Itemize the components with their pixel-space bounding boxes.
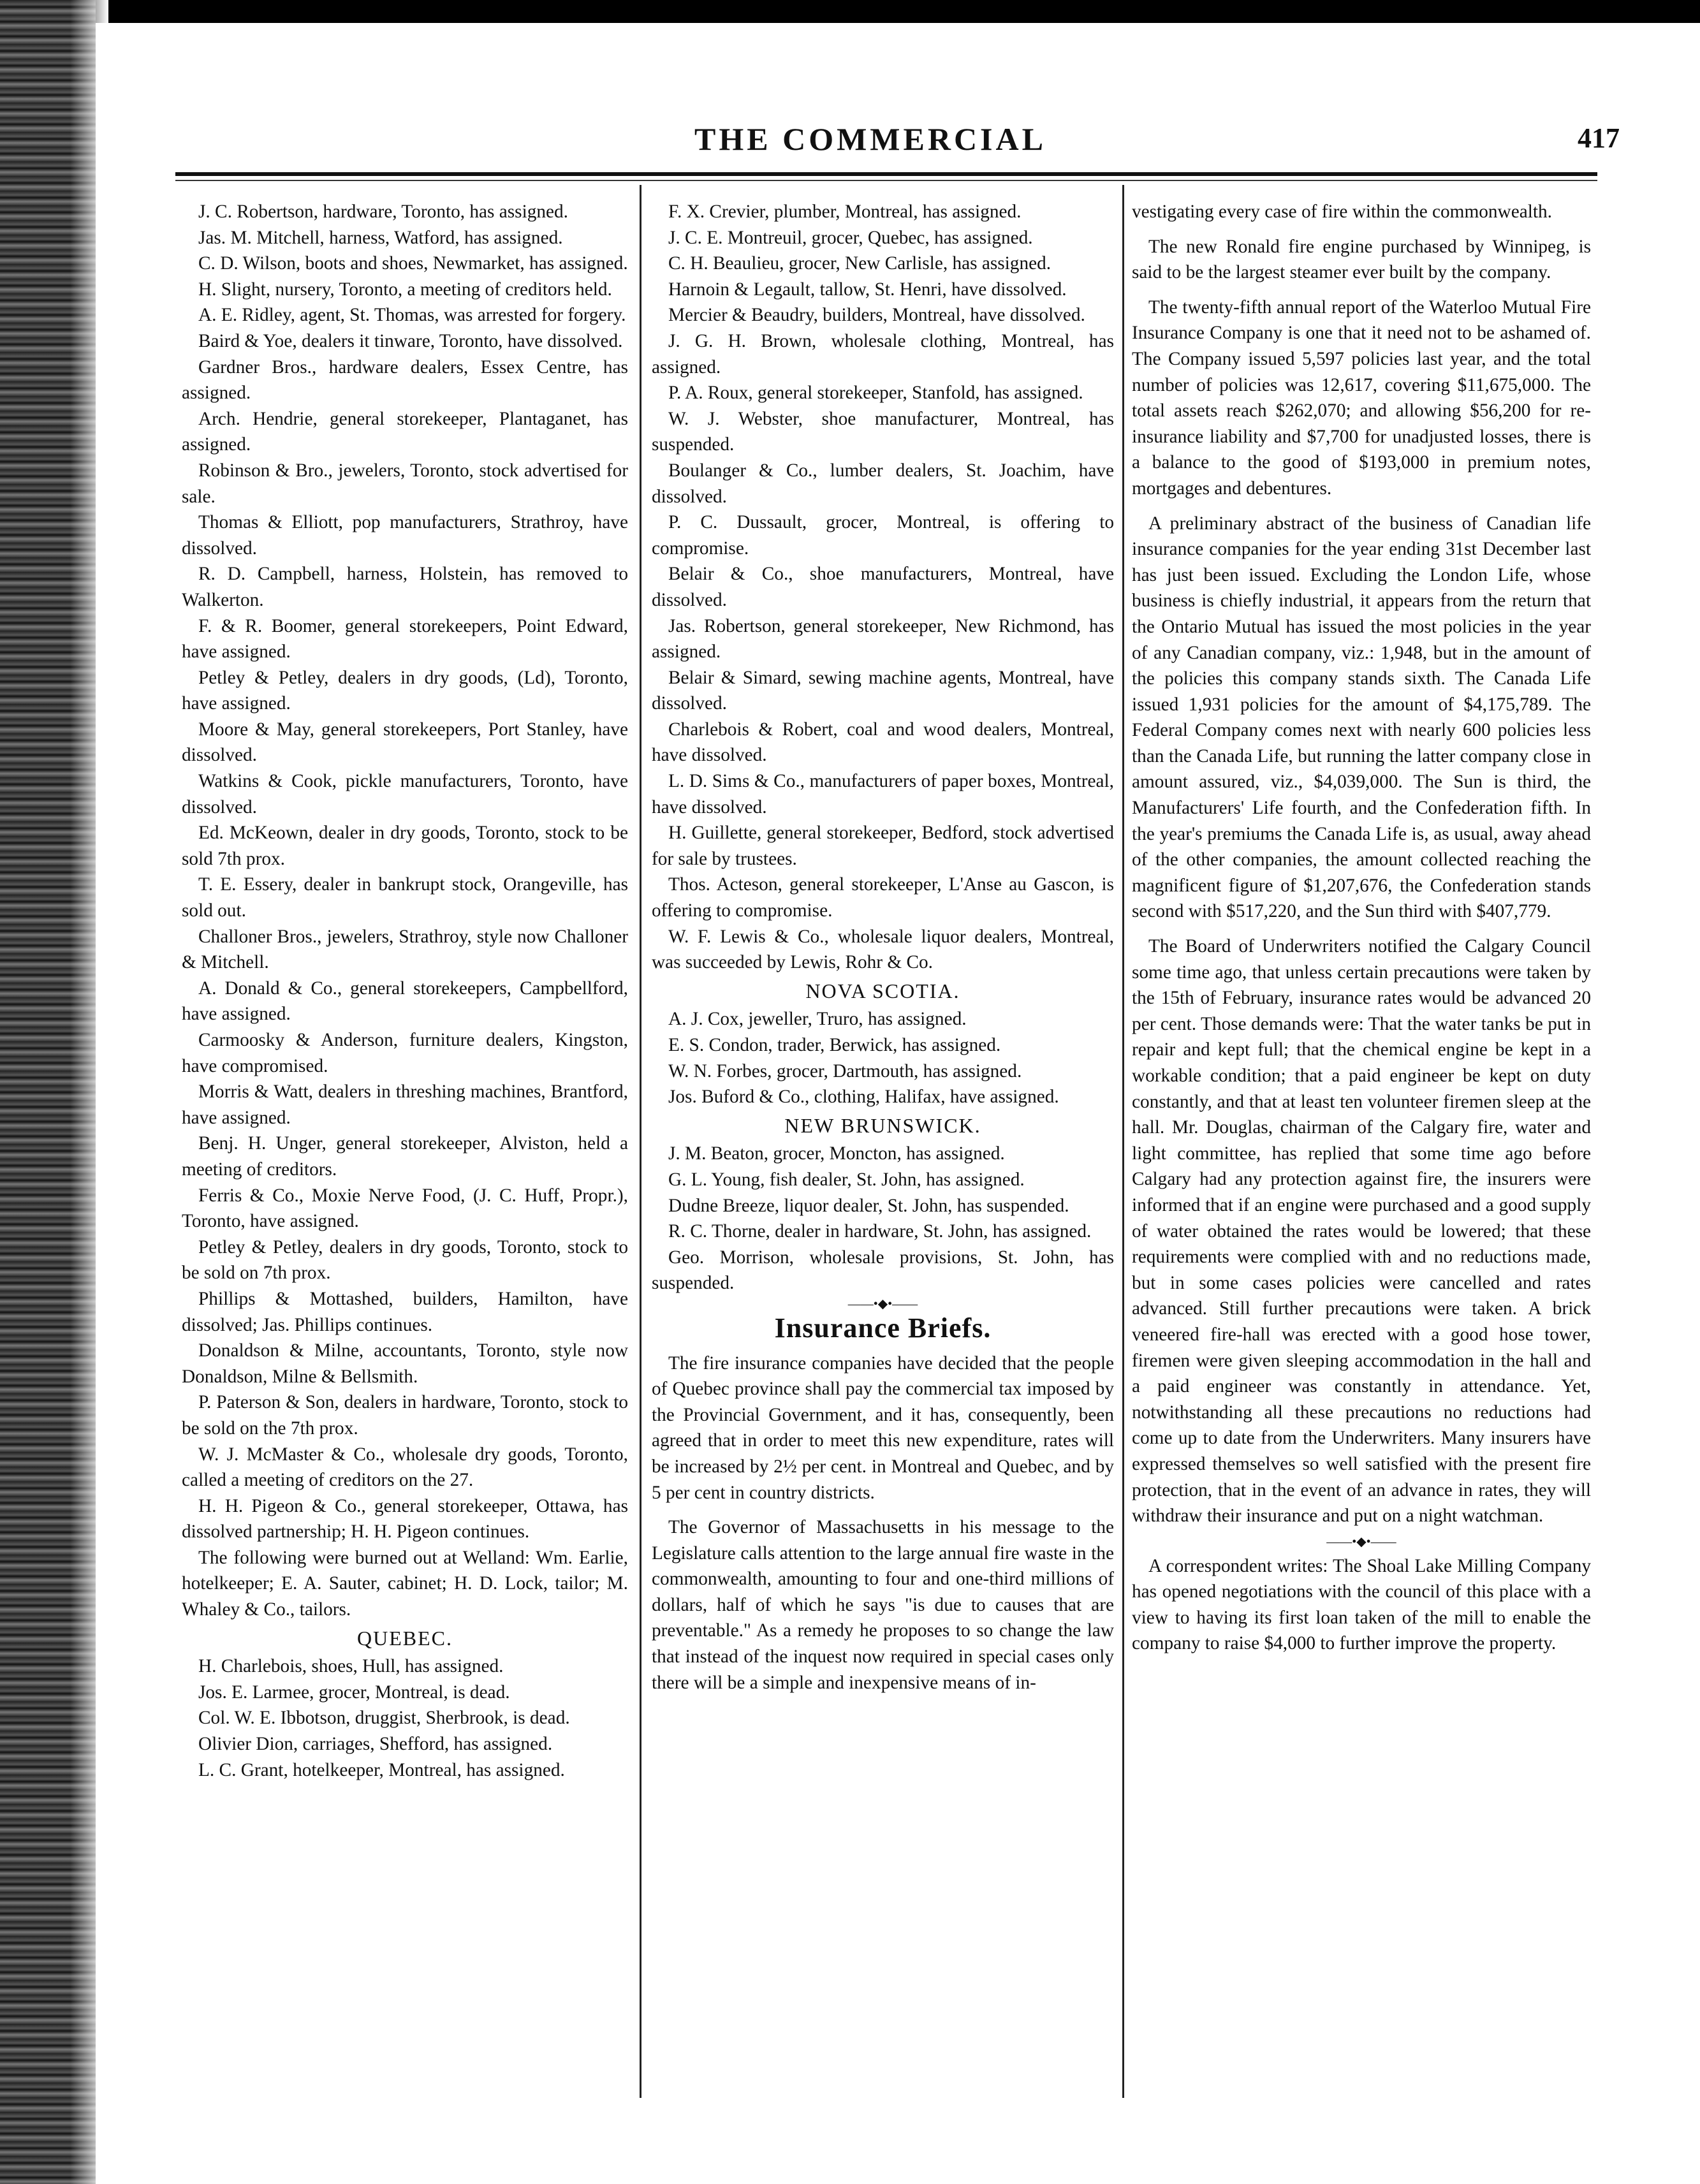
notice-paragraph: Robinson & Bro., jewelers, Toronto, stock advertised for sale. [182,460,628,507]
paragraph-gap [1132,286,1591,295]
page-header [115,118,1626,169]
article-paragraph: A preliminary abstract of the business of Canadian life insurance companies for the year ending 31st December last has just been issued. Excluding the London Life, whose business is chiefly industrial, it appears from the return that the Ontario Mutual has issued the most policies in the year of any Canadian company, viz.: 1,948, but in the amount of the policies this company stands sixth. The Canada Life issued 1,931 policies for the amount of $4,175,789. The Federal Company comes next with nearly 600 policies less than the Canada Life, but running the latter company close in amount assured, viz., $4,039,000. The Sun is third, the Manufacturers' Life fourth, and the Confederation fifth. In the year's premiums the Canada Life is, as usual, away ahead of the other companies, the amount collected reaching the magnificent figure of $1,207,676, the Confederation stands second with $517,220, and the Sun third with $407,779. [1132,513,1591,922]
notice-paragraph: J. C. Robertson, hardware, Toronto, has assigned. [198,202,569,222]
notice-paragraph: Olivier Dion, carriages, Shefford, has assigned. [198,1734,553,1755]
article-paragraph: The Board of Underwriters notified the Calgary Council some time ago, that unless certain precautions were taken by the 15th of February, insurance rates would be advanced 20 per cent. Those demands were: That the water tanks be put in repair and kept full; that the chemical engine be kept in a workable condition; that a paid engineer be kept on duty constantly, and that at least ten volunteer firemen sleep at the hall. Mr. Douglas, chairman of the Calgary fire, water and light committee, has replied that some time ago before Calgary had any protection against fire, the insurers were informed that if an engine were purchased and a good supply of water obtained the rates would be lowered; that these requirements were complied with and no reductions made, but in some cases policies were cancelled and rates advanced. Still further precautions were taken. A brick veneered fire-hall was erected with a good hose tower, firemen were given sleeping accommodation in the hall and a paid engineer was constantly in attendance. Yet, notwithstanding all these precautions no reductions had come up to date from the Underwriters. Many insurers have expressed themselves so well satisfied with the present fire protection, that in the event of an advance in rates, they will withdraw their insurance and put on a night watchman. [1132,936,1591,1527]
notice-paragraph: H. Slight, nursery, Toronto, a meeting of creditors held. [198,279,612,300]
notice-paragraph: P. Paterson & Son, dealers in hardware, Toronto, stock to be sold on the 7th prox. [182,1392,628,1439]
page-number: 417 [1578,122,1620,154]
article-paragraph: A correspondent writes: The Shoal Lake Milling Company has opened negotiations with the council of this place with a view to having its first loan taken of the mill to enable the company to raise $4,000 to further improve the property. [1132,1555,1591,1654]
header-rule-thin [175,180,1597,181]
notice-paragraph: H. Charlebois, shoes, Hull, has assigned. [198,1656,504,1677]
quebec-notices-continued [652,199,1114,976]
notice-paragraph: Petley & Petley, dealers in dry goods, Toronto, stock to be sold on 7th prox. [182,1236,628,1284]
column-left [182,199,628,1783]
notice-paragraph: A. J. Cox, jeweller, Truro, has assigned. [668,1009,967,1030]
notice-paragraph: Baird & Yoe, dealers it tinware, Toronto, have dissolved. [198,330,623,351]
notice-paragraph: Ferris & Co., Moxie Nerve Food, (J. C. Huff, Propr.), Toronto, have assigned. [182,1185,628,1232]
page-top-edge [89,0,1700,23]
section-ornament: ——•◆•—— [1326,1534,1396,1549]
notice-paragraph: H. H. Pigeon & Co., general storekeeper, Ottawa, has dissolved partnership; H. H. Pigeon continues. [182,1495,628,1543]
notice-paragraph: Harnoin & Legault, tallow, St. Henri, have dissolved. [668,279,1067,300]
header-rule [175,172,1597,176]
notice-paragraph: Boulanger & Co., lumber dealers, St. Joachim, have dissolved. [652,460,1114,507]
notice-paragraph: G. L. Young, fish dealer, St. John, has assigned. [668,1169,1025,1190]
notice-paragraph: Charlebois & Robert, coal and wood dealers, Montreal, have dissolved. [652,719,1114,766]
notice-paragraph: J. G. H. Brown, wholesale clothing, Montreal, has assigned. [652,330,1114,377]
column-middle [652,199,1114,1696]
notice-paragraph: Donaldson & Milne, accountants, Toronto, style now Donaldson, Milne & Bellsmith. [182,1340,628,1387]
notice-paragraph: Gardner Bros., hardware dealers, Essex Centre, has assigned. [182,356,628,404]
notice-paragraph: Watkins & Cook, pickle manufacturers, Toronto, have dissolved. [182,771,628,817]
paragraph-gap [652,1506,1114,1514]
notice-paragraph: C. D. Wilson, boots and shoes, Newmarket, has assigned. [198,253,628,274]
notice-paragraph: Carmoosky & Anderson, furniture dealers, Kingston, have compromised. [182,1030,628,1076]
insurance-articles [652,1351,1114,1696]
article-paragraph: The new Ronald fire engine purchased by Winnipeg, is said to be the largest steamer ever built by the company. [1132,236,1591,283]
section-heading-quebec: QUEBEC. [357,1626,453,1650]
notice-paragraph: Jos. Buford & Co., clothing, Halifax, have assigned. [668,1087,1059,1108]
notice-paragraph: Jas. M. Mitchell, harness, Watford, has assigned. [198,227,563,248]
notice-paragraph: J. C. E. Montreuil, grocer, Quebec, has assigned. [668,227,1033,248]
notice-paragraph: Morris & Watt, dealers in threshing machines, Brantford, have assigned. [182,1081,628,1128]
notice-paragraph: T. E. Essery, dealer in bankrupt stock, Orangeville, has sold out. [182,874,628,921]
notice-paragraph: The following were burned out at Welland: Wm. Earlie, hotelkeeper; E. A. Sauter, cabinet; H. D. Lock, tailor; M. Whaley & Co., tailors. [182,1547,628,1620]
notice-paragraph: A. E. Ridley, agent, St. Thomas, was arrested for forgery. [198,305,626,326]
notice-paragraph: Arch. Hendrie, general storekeeper, Plantaganet, has assigned. [182,408,628,455]
ontario-notices [182,199,628,1623]
section-heading-insurance-briefs: Insurance Briefs. [774,1312,992,1344]
paragraph-gap [1132,225,1591,234]
notice-paragraph: Jas. Robertson, general storekeeper, New Richmond, has assigned. [652,615,1114,663]
notice-paragraph: P. A. Roux, general storekeeper, Stanfold, has assigned. [668,383,1083,404]
notice-paragraph: Thomas & Elliott, pop manufacturers, Strathroy, have dissolved. [182,512,628,559]
insurance-articles-continued [1132,199,1591,1529]
notice-paragraph: L. D. Sims & Co., manufacturers of paper boxes, Montreal, have dissolved. [652,771,1114,817]
article-paragraph: The fire insurance companies have decided that the people of Quebec province shall pay the commercial tax imposed by the Provincial Government, and it has, consequently, been agreed that in order to meet this new expenditure, rates will be increased by 2½ per cent. in Montreal and Quebec, and by 5 per cent in country districts. [652,1352,1114,1503]
correspondent-article [1132,1553,1591,1657]
article-paragraph: The twenty-fifth annual report of the Waterloo Mutual Fire Insurance Company is one that it need not to be ashamed of. The Company issued 5,597 policies last year, and the total number of policies was 12,617, covering $11,675,000. The total assets reach $262,070; and allowing $56,200 for re-insurance liability and $7,700 for unadjusted losses, there is a balance to the good of $193,000 in premium notes, mortgages and debentures. [1132,297,1591,499]
notice-paragraph: P. C. Dussault, grocer, Montreal, is offering to compromise. [652,512,1114,559]
notice-paragraph: J. M. Beaton, grocer, Moncton, has assigned. [668,1143,1005,1164]
binding-edge-fade [70,0,108,2184]
notice-paragraph: Challoner Bros., jewelers, Strathroy, style now Challoner & Mitchell. [182,926,628,973]
section-heading-new-brunswick: NEW BRUNSWICK. [784,1113,981,1137]
notice-paragraph: R. C. Thorne, dealer in hardware, St. John, has assigned. [668,1221,1092,1242]
page-title: THE COMMERCIAL [694,121,1046,157]
notice-paragraph: E. S. Condon, trader, Berwick, has assigned. [668,1035,1001,1055]
article-paragraph: The Governor of Massachusetts in his message to the Legislature calls attention to the large annual fire waste in the commonwealth, amounting to four and one-third millions of dollars, half of which he says "is due to causes that are preventable." As a remedy he proposes to so change the law that instead of the inquest now required in special cases only there will be a simple and inexpensive means of in- [652,1517,1114,1693]
notice-paragraph: Belair & Co., shoe manufacturers, Montreal, have dissolved. [652,564,1114,610]
notice-paragraph: Thos. Acteson, general storekeeper, L'Anse au Gascon, is offering to compromise. [652,874,1114,921]
notice-paragraph: Benj. H. Unger, general storekeeper, Alviston, held a meeting of creditors. [182,1133,628,1180]
quebec-notices [182,1653,628,1783]
paragraph-gap [1132,502,1591,511]
notice-paragraph: W. J. Webster, shoe manufacturer, Montreal, has suspended. [652,408,1114,455]
notice-paragraph: Phillips & Mottashed, builders, Hamilton, have dissolved; Jas. Phillips continues. [182,1288,628,1335]
notice-paragraph: A. Donald & Co., general storekeepers, Campbellford, have assigned. [182,978,628,1025]
column-right [1132,199,1591,1657]
notice-paragraph: R. D. Campbell, harness, Holstein, has removed to Walkerton. [182,564,628,610]
column-divider-2 [1122,185,1124,2098]
new-brunswick-notices [652,1141,1114,1296]
notice-paragraph: W. J. McMaster & Co., wholesale dry goods, Toronto, called a meeting of creditors on the 27. [182,1444,628,1491]
notice-paragraph: F. X. Crevier, plumber, Montreal, has assigned. [668,202,1022,222]
notice-paragraph: Jos. E. Larmee, grocer, Montreal, is dead. [198,1682,510,1703]
nova-scotia-notices [652,1006,1114,1110]
notice-paragraph: C. H. Beaulieu, grocer, New Carlisle, has assigned. [668,253,1052,274]
notice-paragraph: W. F. Lewis & Co., wholesale liquor dealers, Montreal, was succeeded by Lewis, Rohr & Co. [652,926,1114,973]
article-paragraph: vestigating every case of fire within the commonwealth. [1132,202,1552,222]
notice-paragraph: Col. W. E. Ibbotson, druggist, Sherbrook, is dead. [198,1708,570,1729]
column-divider-1 [640,185,641,2098]
notice-paragraph: Dudne Breeze, liquor dealer, St. John, has suspended. [668,1195,1069,1216]
notice-paragraph: Mercier & Beaudry, builders, Montreal, have dissolved. [668,305,1085,326]
notice-paragraph: H. Guillette, general storekeeper, Bedford, stock advertised for sale by trustees. [652,823,1114,869]
notice-paragraph: F. & R. Boomer, general storekeepers, Point Edward, have assigned. [182,615,628,663]
notice-paragraph: Moore & May, general storekeepers, Port Stanley, have dissolved. [182,719,628,766]
notice-paragraph: Geo. Morrison, wholesale provisions, St. John, has suspended. [652,1247,1114,1294]
notice-paragraph: L. C. Grant, hotelkeeper, Montreal, has assigned. [198,1759,565,1780]
notice-paragraph: W. N. Forbes, grocer, Dartmouth, has assigned. [668,1060,1022,1081]
notice-paragraph: Ed. McKeown, dealer in dry goods, Toronto, stock to be sold 7th prox. [182,823,628,869]
section-heading-nova-scotia: NOVA SCOTIA. [805,979,960,1002]
notice-paragraph: Belair & Simard, sewing machine agents, Montreal, have dissolved. [652,667,1114,714]
section-ornament: ——•◆•—— [847,1296,918,1311]
paragraph-gap [1132,925,1591,934]
notice-paragraph: Petley & Petley, dealers in dry goods, (Ld), Toronto, have assigned. [182,667,628,714]
